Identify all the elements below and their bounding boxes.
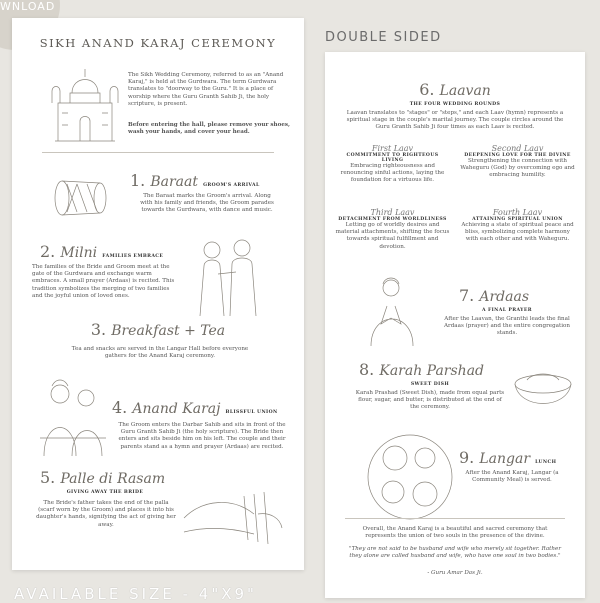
step-7-text: After the Laavan, the Granthi leads the final Ardaas (prayer) and the entire congregation stands. [443,316,571,337]
step-1-text: The Baraat marks the Groom's arrival. Along with his family and friends, the Groom parades towards the Gurdwara, with dance and music. [140,193,274,214]
step-2-text: The families of the Bride and Groom meet at the gate of the Gurdwara and exchange warm embraces. A small prayer (Ardaas) is recited. This tradition symbolizes the merging of two families and the joyful union of loved ones. [32,264,175,299]
dhol-drum-icon [52,178,112,218]
couple-seated-illustration [38,378,108,458]
step-2-heading: 2. Milni FAMILIES EMBRACE [40,242,164,261]
step-4-text: The Groom enters the Darbar Sahib and sits in front of the Guru Granth Sahib Ji (the holy scripture). The Bride then enters and sits beside him on his left. The couple and their parents stand as a hymn and prayer (Ardaas) are recited. [118,422,286,450]
praying-granthi-illustration [365,276,425,346]
milni-embrace-illustration [190,236,280,316]
langar-thali-illustration [365,432,455,522]
step-8-sub: SWEET DISH [410,382,450,387]
step-3-heading: 3. Breakfast + Tea [90,320,226,339]
closing-text: Overall, the Anand Karaj is a beautiful and sacred ceremony that represents the union of two souls in the presence of the divine. [362,526,548,540]
divider [42,152,274,153]
step-5-sub: GIVING AWAY THE BRIDE [66,490,144,495]
step-6-text: Laavan translates to "stages" or "steps," and each Laav (hymn) represents a spiritual stage in the couple's marital journey. The couple circles around the Guru Granth Sahib Ji four times as each Laav is recited. [346,110,564,131]
quote-author: - Guru Amar Das Ji. [427,570,483,576]
intro-instructions: Before entering the hall, please remove your shoes, wash your hands, and cover your head. [128,122,290,136]
step-9-heading: 9. Langar LUNCH [459,448,557,467]
program-title: SIKH ANAND KARAJ CEREMONY [39,36,277,50]
step-8-text: Karah Prashad (Sweet Dish), made from equal parts flour, sugar, and butter, is distributed at the end of the ceremony. [355,390,505,411]
program-front-card [12,18,304,570]
laav-1: First Laav COMMITMENT TO RIGHTEOUS LIVING Embracing righteousness and renouncing sinful actions, laying the foundation for a virtuous life. [340,144,445,184]
divider [345,518,565,519]
laav-2: Second Laav DEEPENING LOVE FOR THE DIVINE Strengthening the connection with Waheguru (God) by overcoming ego and embracing humility. [460,144,575,179]
laav-4: Fourth Laav ATTAINING SPIRITUAL UNION Achieving a state of spiritual peace and bliss, symbolizing complete harmony with each other and with Waheguru. [461,208,574,243]
intro-text: The Sikh Wedding Ceremony, referred to as an "Anand Karaj," is held at the Gurdwara. The term Gurdwara translates to "doorway to the Guru." It is a place of worship where the Guru Granth Sahib Ji, the holy scripture, is present. [128,72,284,107]
karah-parshad-bowl-illustration [513,370,573,420]
step-9-text: After the Anand Karaj, Langar (a Community Meal) is served. [465,470,559,484]
step-5-text: The Bride's father takes the end of the palla (scarf worn by the Groom) and places it into his daughter's hands, signifying the act of giving her away. [36,500,176,528]
step-7-sub: A FINAL PRAYER [482,308,532,313]
step-6-sub: THE FOUR WEDDING ROUNDS [409,102,501,107]
laav-3: Third Laav DETACHMENT FROM WORLDLINESS Letting go of worldly desires and material attachments, shifting the focus towards spiritual fulfillment and devotion. [335,208,450,250]
available-size-label: AVAILABLE SIZE - 4"X9" [14,585,257,603]
badge-text: WNLOAD [0,0,56,13]
step-8-heading: 8. Karah Parshad [359,360,485,379]
step-6-heading: 6. Laavan [419,80,491,99]
gurdwara-illustration [50,63,120,143]
closing-quote: "They are not said to be husband and wife who merely sit together. Rather they alone are called husband and wife, who have one soul in two bodies." [349,546,561,560]
step-5-heading: 5. Palle di Rasam [40,468,166,487]
double-sided-label: DOUBLE SIDED [325,30,442,45]
step-7-heading: 7. Ardaas [459,286,530,305]
step-1-heading: 1. Baraat GROOM'S ARRIVAL [130,171,260,190]
hands-palla-illustration [184,488,284,548]
step-4-heading: 4. Anand Karaj BLISSFUL UNION [112,398,278,417]
step-3-text: Tea and snacks are served in the Langar Hall before everyone gathers for the Anand Karaj ceremony. [71,346,249,360]
program-back-card [325,52,585,598]
